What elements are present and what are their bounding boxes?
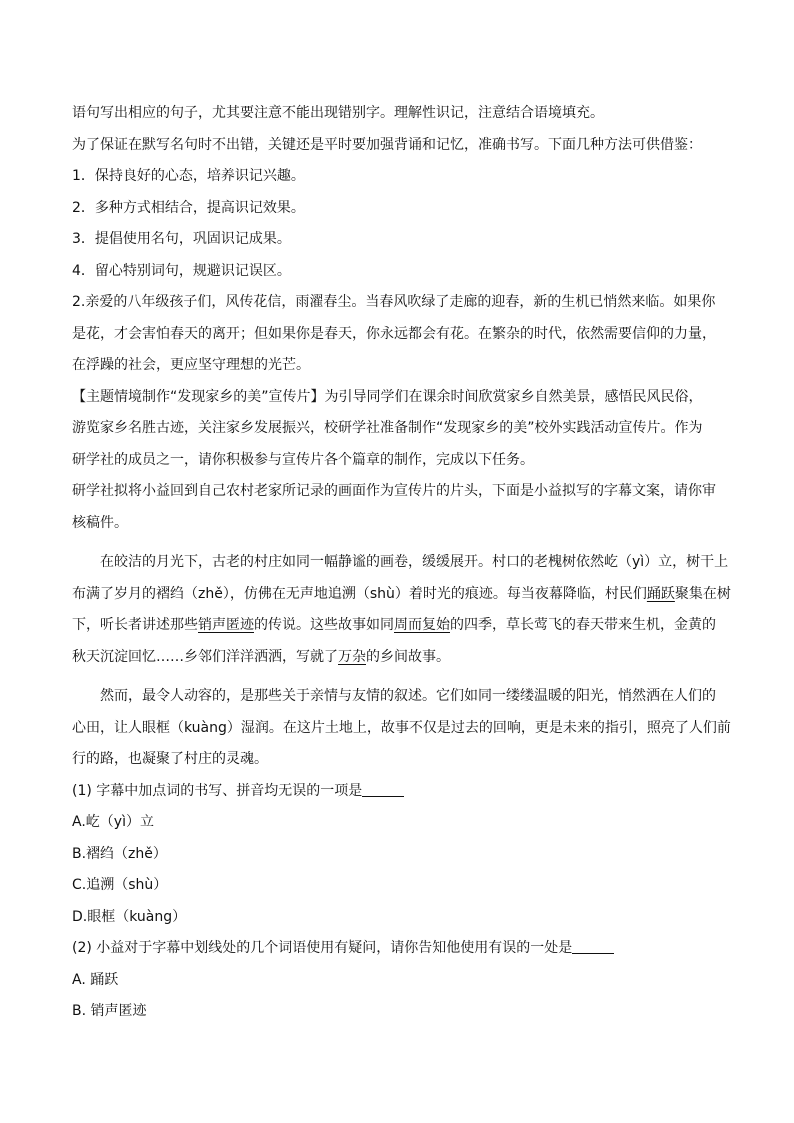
q2-line-2: 是花，才会害怕春天的离开；但如果你是春天，你永远都会有花。在繁杂的时代，依然需要信仰的力量，: [72, 325, 716, 342]
theme-line-2: 游览家乡名胜古迹，关注家乡发展振兴，校研学社准备制作“发现家乡的美”校外实践活动宣传片。作为: [72, 420, 703, 436]
subquestion-1-option-d: D.眼框（kuàng）: [72, 908, 187, 925]
subquestion-1-option-b: B.褶绉（zhě）: [72, 845, 167, 862]
subquestion-2-stem: (2) 小益对于字幕中划线处的几个词语使用有疑问，请你告知他使用有误的一处是: [72, 933, 724, 965]
answer-blank-1[interactable]: [362, 782, 404, 797]
document-page: [72, 98, 731, 1028]
task-line-1: 研学社拟将小益回到自己农村老家所记录的画面作为宣传片的片头，下面是小益拟写的字幕文案，请你审: [72, 483, 716, 499]
task-line-2: 核稿件。: [72, 514, 128, 531]
underlined-word-zhouerfushi: 周而复始: [394, 617, 450, 633]
intro-line-2: 为了保证在默写名句时不出错，关键还是平时要加强背诵和记忆，准确书写。下面几种方法可供借鉴：: [72, 136, 702, 153]
underlined-word-wanza: 万杂: [338, 648, 366, 665]
caption-p2-line-2: 心田，让人眼框（kuàng）湿润。在这片土地上，故事不仅是过去的回响，更是未来的指引，照亮了人们前: [72, 719, 731, 736]
method-item-2: 2．多种方式相结合，提高识记效果。: [72, 199, 305, 216]
caption-p1-line-2: 布满了岁月的褶绉（zhě），仿佛在无声地追溯（shù）着时光的痕迹。每当夜幕降临，村民们踊跃聚集在树: [72, 585, 731, 602]
q2-line-3: 在浮躁的社会，更应坚守理想的光芒。: [72, 357, 310, 373]
caption-p2-line-3: 行的路，也凝聚了村庄的灵魂。: [72, 751, 268, 767]
subquestion-1-option-c: C.追溯（shù）: [72, 877, 168, 893]
underlined-word-yongyue: 踊跃: [646, 585, 675, 602]
theme-line-1: 【主题情境制作“发现家乡的美”宣传片】为引导同学们在课余时间欣赏家乡自然美景，感悟民风民俗，: [72, 388, 703, 405]
subquestion-2-option-a: A. 踊跃: [72, 971, 119, 988]
theme-line-3: 研学社的成员之一，请你积极参与宣传片各个篇章的制作，完成以下任务。: [72, 451, 534, 468]
subquestion-1-stem: (1) 字幕中加点词的书写、拼音均无误的一项是: [72, 776, 724, 808]
method-item-4: 4．留心特别词句，规避识记误区。: [72, 262, 291, 279]
method-item-1: 1．保持良好的心态，培养识记兴趣。: [72, 168, 305, 184]
caption-p2-line-1: 然而，最令人动容的，是那些关于亲情与友情的叙述。它们如同一缕缕温暖的阳光，悄然洒在人们的: [100, 688, 716, 704]
underlined-word-xiaoshengniji: 销声匿迹: [198, 617, 254, 633]
caption-p1-line-4: 秋天沉淀回忆……乡邻们洋洋洒洒，写就了万杂的乡间故事。: [72, 648, 450, 665]
q2-line-1: 2.亲爱的八年级孩子们，风传花信，雨濯春尘。当春风吹绿了走廊的迎春，新的生机已悄然来临。如果你: [72, 294, 716, 310]
method-item-3: 3．提倡使用名句，巩固识记成果。: [72, 231, 291, 247]
caption-p1-line-1: 在皎洁的月光下，古老的村庄如同一幅静谧的画卷，缓缓展开。村口的老槐树依然屹（yì）立，树干上: [100, 554, 729, 570]
subquestion-2-option-b: B. 销声匿迹: [72, 1003, 147, 1019]
subquestion-1-option-a: A.屹（yì）立: [72, 814, 154, 830]
intro-line-1: 语句写出相应的句子，尤其要注意不能出现错别字。理解性识记，注意结合语境填充。: [72, 105, 604, 121]
answer-blank-2[interactable]: [572, 939, 614, 954]
caption-p1-line-3: 下，听长者讲述那些销声匿迹的传说。这些故事如同周而复始的四季，草长莺飞的春天带来生机，金黄的: [72, 617, 716, 633]
